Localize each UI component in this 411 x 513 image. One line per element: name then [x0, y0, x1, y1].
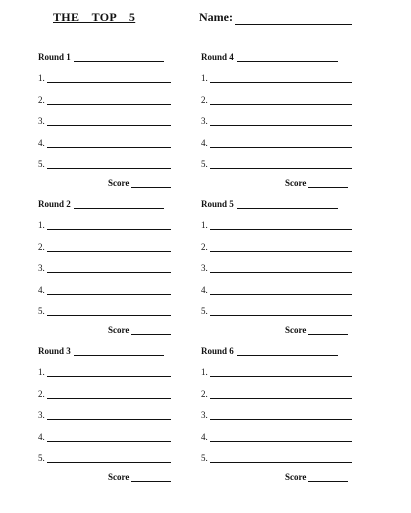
answer-number: 3.: [201, 263, 208, 273]
answer-line[interactable]: [47, 307, 171, 316]
score-field[interactable]: [285, 325, 348, 335]
answer-row[interactable]: [38, 159, 171, 169]
answer-number: 3.: [38, 263, 45, 273]
answer-row[interactable]: [201, 306, 352, 316]
answer-line[interactable]: [47, 160, 171, 169]
answer-row[interactable]: [201, 242, 352, 252]
answer-number: 3.: [201, 116, 208, 126]
answer-line[interactable]: [210, 96, 352, 105]
answer-line[interactable]: [210, 117, 352, 126]
round-title: [201, 52, 338, 62]
score-label: Score: [285, 472, 307, 482]
answer-row[interactable]: [38, 432, 171, 442]
answer-number: 1.: [38, 367, 45, 377]
answer-line[interactable]: [210, 390, 352, 399]
answer-number: 5.: [38, 306, 45, 316]
round-block: [201, 346, 376, 496]
round-title-line[interactable]: [237, 53, 338, 62]
answer-line[interactable]: [210, 286, 352, 295]
score-label: Score: [108, 472, 130, 482]
answer-number: 3.: [38, 410, 45, 420]
answer-row[interactable]: [38, 220, 171, 230]
answer-line[interactable]: [47, 221, 171, 230]
round-title-line[interactable]: [74, 53, 164, 62]
answer-line[interactable]: [210, 368, 352, 377]
round-block: [201, 52, 376, 202]
round-title-label: Round 4: [201, 52, 234, 62]
score-field[interactable]: [285, 472, 348, 482]
answer-number: 1.: [201, 73, 208, 83]
answer-line[interactable]: [210, 433, 352, 442]
answer-line[interactable]: [47, 74, 171, 83]
answer-line[interactable]: [210, 454, 352, 463]
answer-number: 2.: [201, 94, 208, 105]
answer-line[interactable]: [210, 411, 352, 420]
answer-row[interactable]: [38, 116, 171, 126]
answer-row[interactable]: [201, 410, 352, 420]
answer-row[interactable]: [38, 138, 171, 148]
round-title: [201, 199, 338, 209]
answer-line[interactable]: [47, 411, 171, 420]
answer-row[interactable]: [201, 389, 352, 399]
round-title-label: Round 5: [201, 199, 234, 209]
answer-line[interactable]: [210, 74, 352, 83]
answer-row[interactable]: [38, 242, 171, 252]
answer-line[interactable]: [47, 117, 171, 126]
name-field[interactable]: [199, 10, 352, 25]
answer-line[interactable]: [47, 433, 171, 442]
score-label: Score: [285, 325, 307, 335]
score-label: Score: [108, 325, 130, 335]
answer-number: 5.: [201, 306, 208, 316]
answer-row[interactable]: [201, 285, 352, 295]
answer-row[interactable]: [201, 432, 352, 442]
name-label: Name:: [199, 10, 233, 24]
score-line[interactable]: [131, 326, 171, 335]
answer-line[interactable]: [47, 454, 171, 463]
answer-row[interactable]: [201, 453, 352, 463]
answer-number: 3.: [201, 410, 208, 420]
score-field[interactable]: [108, 178, 171, 188]
answer-row[interactable]: [201, 263, 352, 273]
answer-row[interactable]: [38, 389, 171, 399]
score-field[interactable]: [285, 178, 348, 188]
answer-row[interactable]: [201, 220, 352, 230]
answer-number: 2.: [38, 388, 45, 399]
round-title-label: Round 6: [201, 346, 234, 356]
answer-number: 5.: [201, 159, 208, 169]
answer-line[interactable]: [47, 139, 171, 148]
round-title-label: Round 3: [38, 346, 71, 356]
answer-number: 3.: [38, 116, 45, 126]
answer-row[interactable]: [201, 73, 352, 83]
score-label: Score: [285, 178, 307, 188]
answer-row[interactable]: [201, 367, 352, 377]
answer-number: 4.: [201, 431, 208, 442]
answer-number: 1.: [38, 73, 45, 83]
round-block: [38, 52, 213, 202]
answer-number: 2.: [38, 94, 45, 105]
round-title: [38, 52, 164, 62]
answer-number: 4.: [201, 284, 208, 295]
answer-line[interactable]: [47, 368, 171, 377]
answer-number: 1.: [38, 220, 45, 230]
name-line[interactable]: [235, 11, 352, 25]
answer-number: 5.: [201, 453, 208, 463]
round-title-label: Round 2: [38, 199, 71, 209]
answer-number: 5.: [38, 159, 45, 169]
answer-number: 4.: [38, 137, 45, 148]
answer-row[interactable]: [38, 285, 171, 295]
answer-number: 1.: [201, 220, 208, 230]
answer-number: 4.: [201, 137, 208, 148]
answer-number: 2.: [38, 241, 45, 252]
round-title: [38, 199, 164, 209]
answer-line[interactable]: [210, 221, 352, 230]
round-title-line[interactable]: [74, 347, 164, 356]
score-line[interactable]: [308, 473, 348, 482]
answer-line[interactable]: [210, 307, 352, 316]
answer-line[interactable]: [47, 96, 171, 105]
score-line[interactable]: [308, 326, 348, 335]
score-line[interactable]: [131, 179, 171, 188]
score-line[interactable]: [131, 473, 171, 482]
answer-row[interactable]: [38, 453, 171, 463]
answer-row[interactable]: [201, 159, 352, 169]
round-block: [38, 199, 213, 349]
round-title-line[interactable]: [237, 347, 338, 356]
answer-number: 5.: [38, 453, 45, 463]
answer-number: 4.: [38, 284, 45, 295]
worksheet-title: THE TOP 5: [53, 10, 136, 24]
answer-line[interactable]: [210, 243, 352, 252]
answer-number: 4.: [38, 431, 45, 442]
round-title-line[interactable]: [74, 200, 164, 209]
round-title: [201, 346, 338, 356]
answer-number: 1.: [201, 367, 208, 377]
answer-line[interactable]: [210, 160, 352, 169]
round-title-label: Round 1: [38, 52, 71, 62]
answer-row[interactable]: [201, 138, 352, 148]
answer-row[interactable]: [38, 306, 171, 316]
score-label: Score: [108, 178, 130, 188]
answer-line[interactable]: [47, 243, 171, 252]
round-block: [38, 346, 213, 496]
answer-row[interactable]: [201, 95, 352, 105]
answer-line[interactable]: [47, 264, 171, 273]
answer-row[interactable]: [38, 263, 171, 273]
answer-line[interactable]: [210, 139, 352, 148]
answer-line[interactable]: [210, 264, 352, 273]
answer-row[interactable]: [38, 410, 171, 420]
score-field[interactable]: [108, 325, 171, 335]
answer-number: 2.: [201, 241, 208, 252]
answer-row[interactable]: [38, 73, 171, 83]
answer-row[interactable]: [201, 116, 352, 126]
score-field[interactable]: [108, 472, 171, 482]
score-line[interactable]: [308, 179, 348, 188]
round-block: [201, 199, 376, 349]
round-title: [38, 346, 164, 356]
answer-line[interactable]: [47, 286, 171, 295]
answer-row[interactable]: [38, 95, 171, 105]
answer-row[interactable]: [38, 367, 171, 377]
answer-number: 2.: [201, 388, 208, 399]
answer-line[interactable]: [47, 390, 171, 399]
round-title-line[interactable]: [237, 200, 338, 209]
